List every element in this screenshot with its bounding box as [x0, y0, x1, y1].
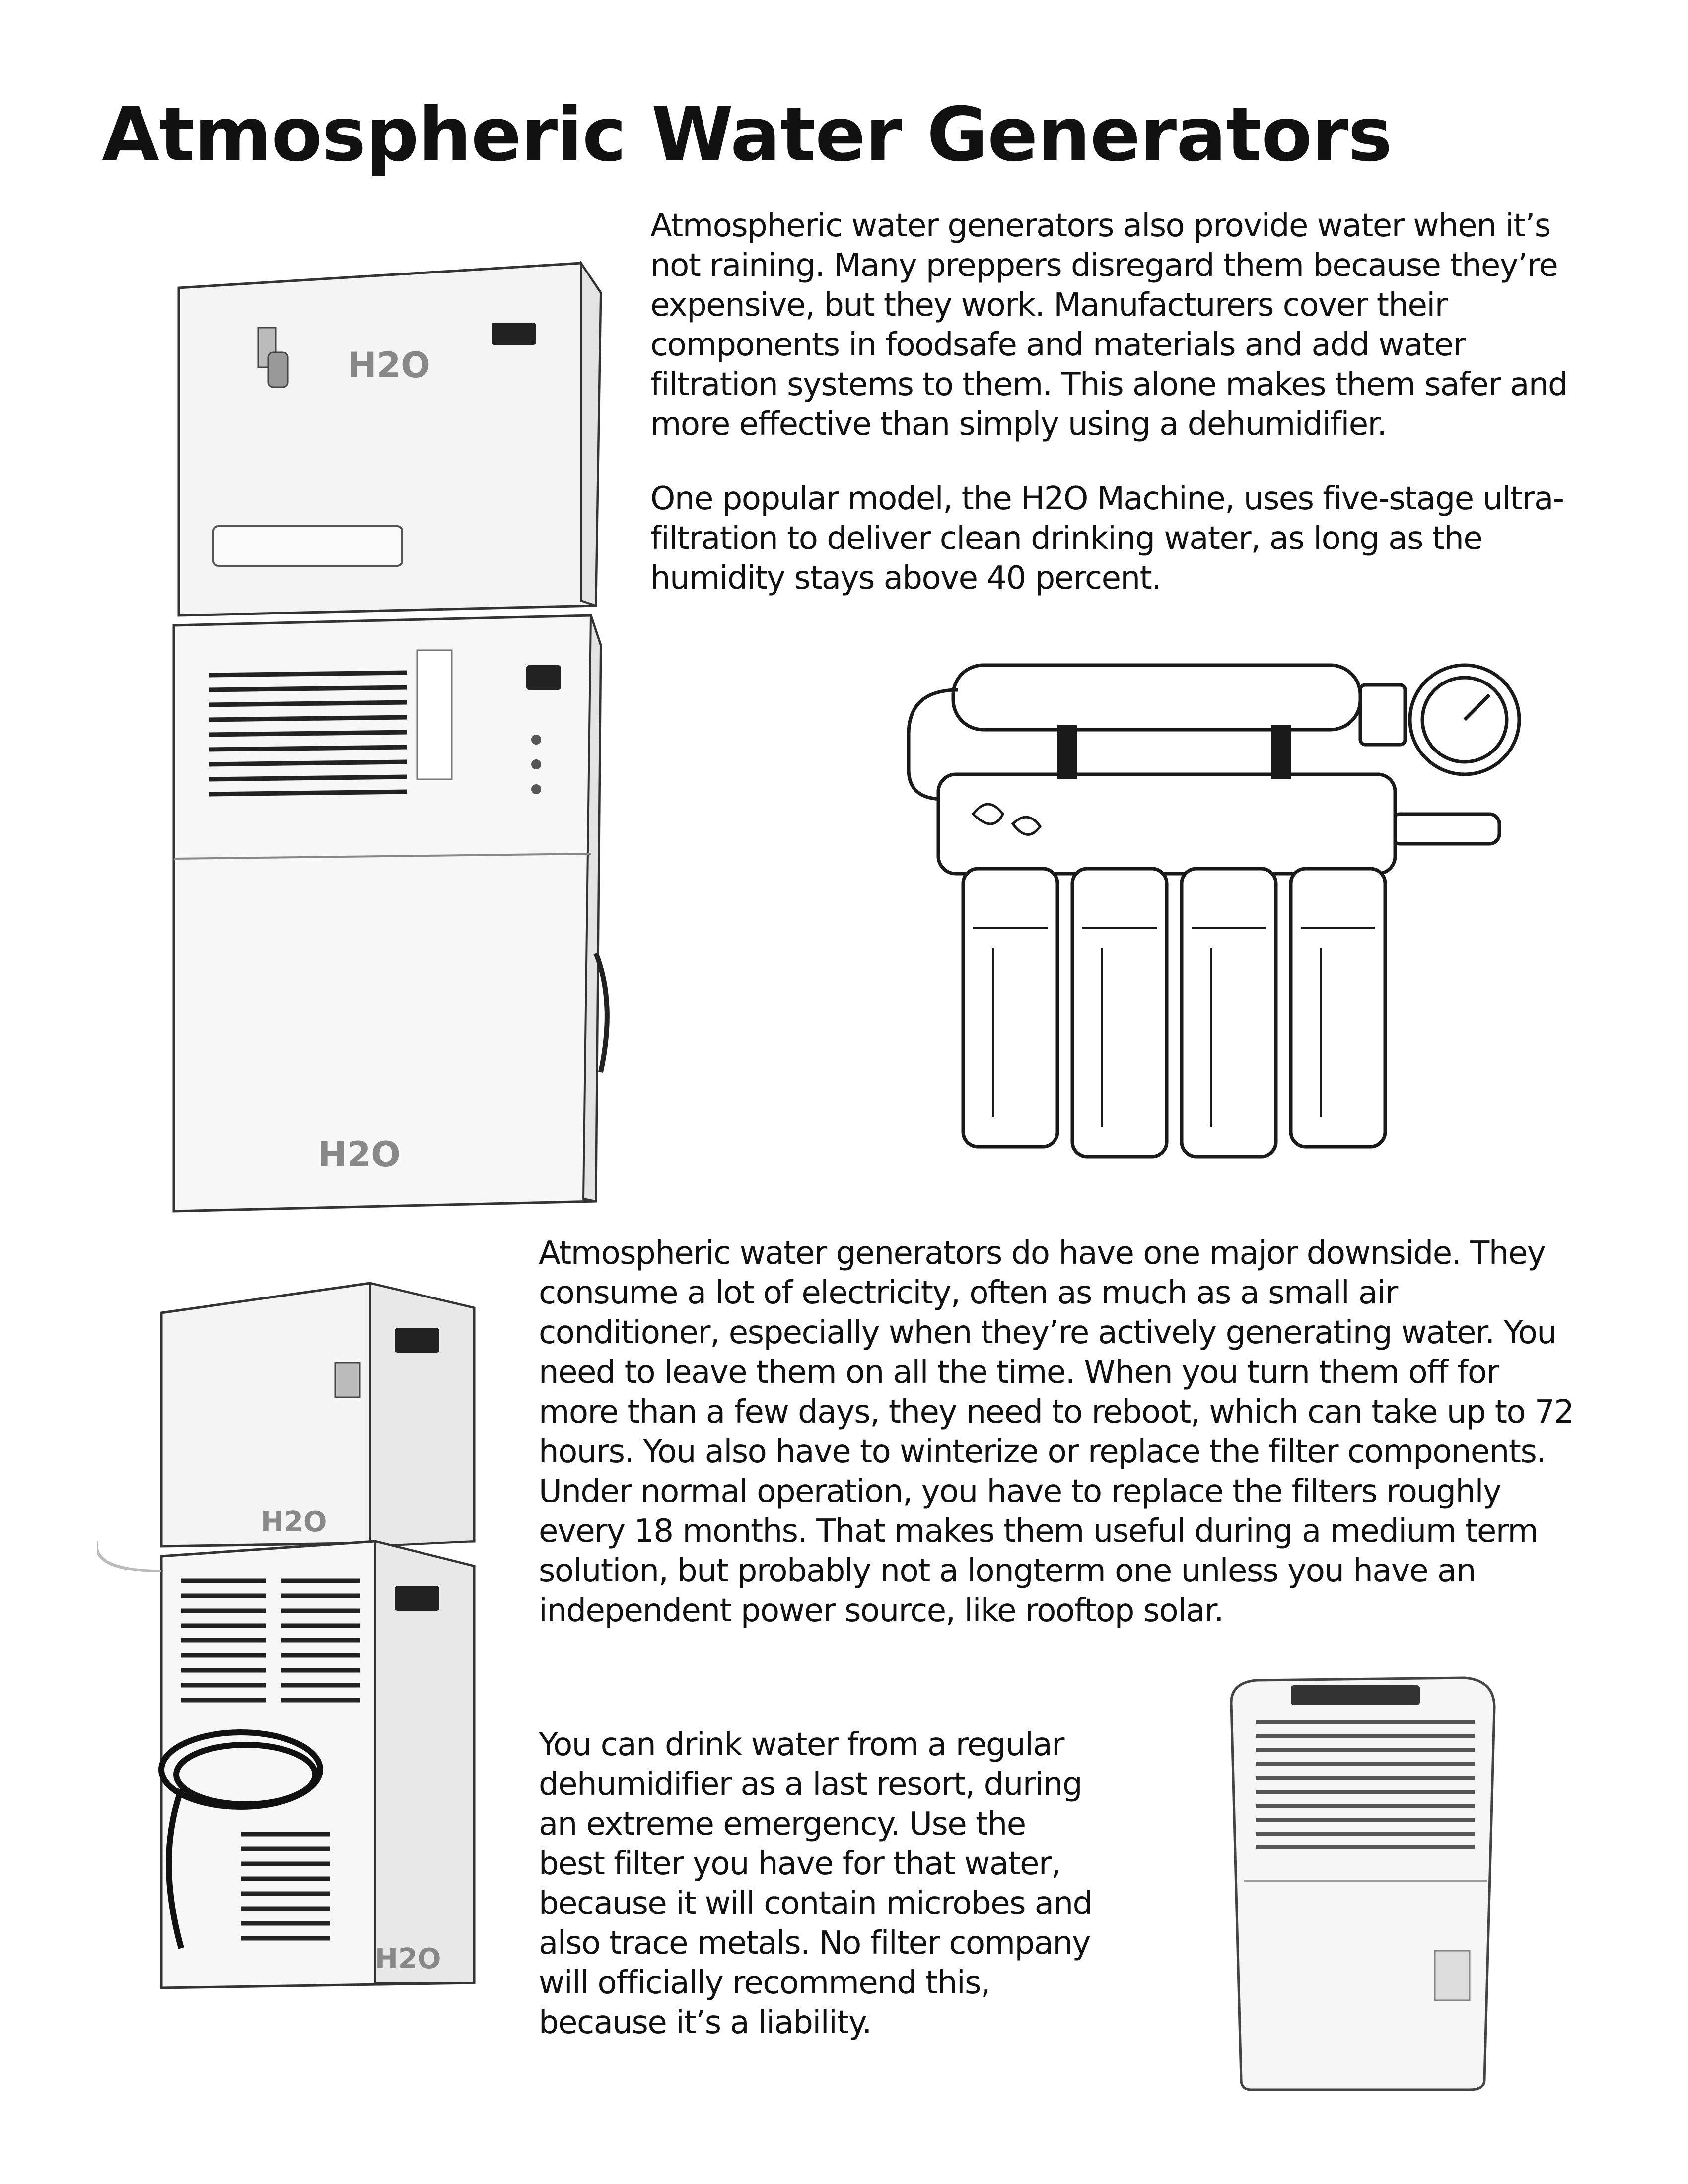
h2o-logo-back-bottom: H2O	[375, 1943, 441, 1975]
paragraph-h2o-machine: One popular model, the H2O Machine, uses five-stage ultra-filtration to deliver clean drinking water, as long as the humidity stays above 40 percent.	[650, 480, 1564, 597]
paragraph-downside: Atmospheric water generators do have one major downside. They consume a lot of electricity, often as much as a small air conditioner, especially when they’re actively generating water. You need to leave them on all the time. When you turn them off for more than a few days, they need to reboot, which can take up to 72 hours. You also have to winterize or replace the filter components. Under normal operation, you have to replace the filters roughly every 18 months. That makes them useful during a medium term solution, but probably not a longterm one unless you have an independent power source, like rooftop solar.	[539, 1235, 1574, 1629]
paragraph-dehumidifier: You can drink water from a regular dehumidifier as a last resort, during an extreme emergency. Use the best filter you have for that water, because it will contain microbes and also trace metals. No filter company will officially recommend this, because it’s a liability.	[539, 1726, 1092, 2041]
h2o-logo-back-top: H2O	[261, 1506, 327, 1538]
h2o-logo-bottom: H2O	[318, 1134, 401, 1175]
paragraph-intro: Atmospheric water generators also provide water when it’s not raining. Many preppers disregard them because they’re expensive, but they work. Manufacturers cover their components in foodsafe and materials and add water filtration systems to them. This alone makes them safer and more effective than simply using a dehumidifier.	[650, 207, 1568, 443]
page-title: Atmospheric Water Generators	[102, 92, 1392, 178]
five-stage-filter-image	[894, 650, 1534, 1181]
dehumidifier-image	[1216, 1673, 1504, 2095]
atmospheric-water-generator-back-image	[97, 1263, 494, 1998]
h2o-logo-top: H2O	[348, 345, 430, 386]
atmospheric-water-generator-front-image	[169, 258, 626, 1216]
